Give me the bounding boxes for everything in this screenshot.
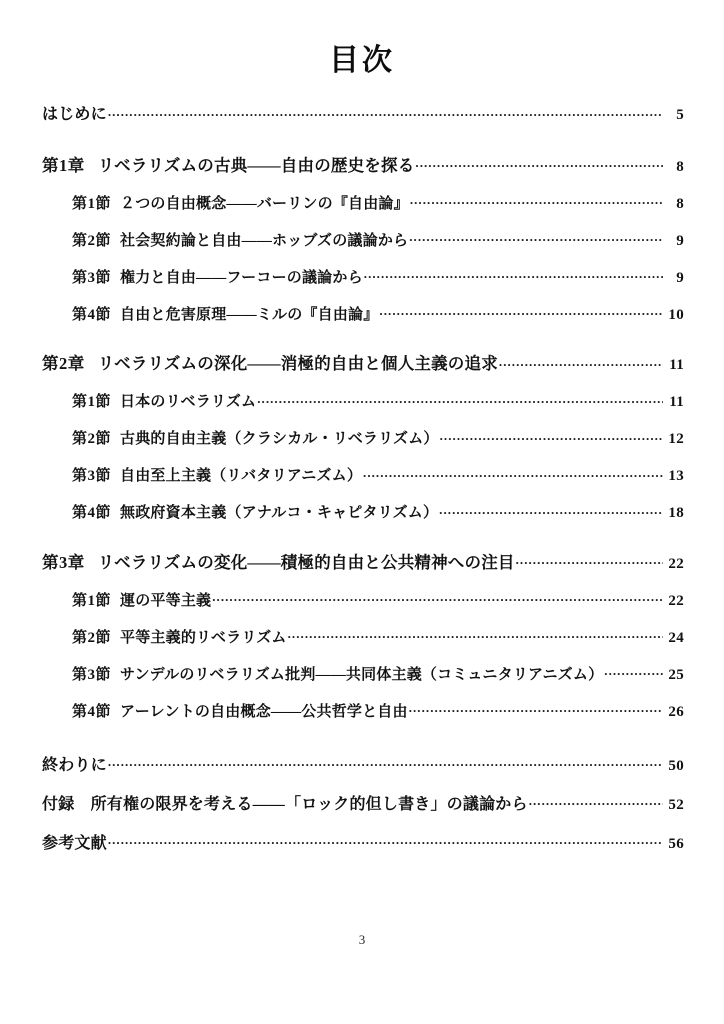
dot-leader [364, 267, 663, 282]
dot-leader [439, 502, 663, 517]
section-number: 第3節 [72, 468, 112, 484]
toc-entry-label: 付録 所有権の限界を考える——「ロック的但し書き」の議論から [42, 795, 528, 813]
toc-entry-page-number: 56 [668, 835, 684, 852]
toc-entry-section-1-4[interactable] [72, 304, 684, 323]
page-title: 目次 [329, 44, 395, 77]
section-number: 第1節 [72, 195, 112, 212]
toc-entry-chapter-2[interactable] [42, 353, 684, 374]
toc-entry-page-number: 50 [668, 757, 684, 774]
section-number: 第4節 [72, 306, 112, 323]
toc-entry-section-3-2[interactable] [72, 627, 684, 646]
toc-entry-label [72, 234, 408, 249]
toc-entry-page-number: 52 [668, 796, 684, 813]
section-title: 社会契約論と自由——ホッブズの議論から [120, 232, 409, 249]
dot-leader [108, 832, 663, 848]
section-number: 第2節 [72, 232, 112, 249]
toc-entry-section-3-3[interactable] [72, 664, 684, 683]
toc-entry-back-2[interactable] [42, 832, 684, 852]
toc-entry-section-1-1[interactable] [72, 193, 684, 212]
toc-entry-page-number: 8 [676, 195, 684, 212]
dot-leader [529, 793, 663, 809]
back-matter-group [42, 754, 684, 852]
dot-leader [516, 551, 663, 568]
dot-leader [415, 154, 663, 171]
toc-entry-section-2-2[interactable] [72, 428, 684, 447]
toc-entry-page-number: 9 [676, 232, 684, 249]
spacer [42, 123, 684, 154]
section-number: 第1節 [72, 592, 112, 609]
chapter-number: 第3章 [42, 552, 85, 572]
section-title: 自由至上主義（リバタリアニズム） [120, 468, 363, 484]
section-title: サンデルのリベラリズム批判——共同体主義（コミュニタリアニズム） [120, 666, 604, 683]
section-title: ２つの自由概念——バーリンの『自由論』 [120, 195, 409, 212]
toc-entry-chapter-1[interactable] [42, 154, 684, 175]
toc-entry-section-3-4[interactable] [72, 701, 684, 720]
section-title: 平等主義的リベラリズム [120, 629, 287, 646]
dot-leader [410, 193, 663, 208]
toc-entry-section-2-3[interactable] [72, 465, 684, 484]
toc-entry-page-number: 8 [676, 158, 684, 175]
toc-entry-front-0[interactable] [42, 103, 684, 123]
chapter-title: リベラリズムの変化——積極的自由と公共精神への注目 [97, 552, 515, 572]
toc-entry-label [72, 469, 362, 484]
section-title: 無政府資本主義（アナルコ・キャピタリズム） [120, 505, 439, 521]
section-number: 第1節 [72, 394, 112, 410]
dot-leader [409, 230, 663, 245]
toc-entry-label [72, 506, 438, 521]
section-title: アーレントの自由概念——公共哲学と自由 [120, 703, 408, 720]
dot-leader [499, 353, 663, 370]
toc-entry-page-number: 5 [676, 107, 684, 123]
toc-entry-back-1[interactable] [42, 793, 684, 813]
spacer [42, 521, 684, 551]
toc-entry-label [72, 631, 287, 646]
toc-entry-label [72, 308, 378, 323]
toc-entry-label: 参考文献 [42, 834, 107, 852]
section-number: 第2節 [72, 629, 112, 646]
toc-entry-label [42, 155, 415, 175]
dot-leader [363, 465, 663, 480]
toc-entry-label [42, 552, 515, 572]
toc-entry-list [0, 103, 724, 852]
dot-leader [212, 590, 663, 605]
dot-leader [604, 664, 663, 679]
toc-entry-section-1-2[interactable] [72, 230, 684, 249]
toc-entry-label [72, 594, 211, 609]
dot-leader [379, 304, 663, 319]
chapter-number: 第2章 [42, 354, 85, 373]
toc-entry-label [72, 271, 363, 286]
toc-entry-page-number: 22 [668, 592, 684, 609]
toc-entry-label [72, 705, 408, 720]
toc-entry-label [72, 432, 439, 447]
toc-entry-section-3-1[interactable] [72, 590, 684, 609]
spacer [42, 720, 684, 754]
toc-entry-label: 終わりに [42, 756, 107, 774]
section-title: 古典的自由主義（クラシカル・リベラリズム） [120, 431, 439, 447]
toc-entry-page-number: 25 [668, 666, 684, 683]
toc-entry-page-number: 18 [668, 505, 684, 521]
dot-leader [257, 391, 663, 406]
dot-leader [108, 754, 663, 770]
chapter-group-1 [42, 154, 684, 323]
toc-entry-page-number: 11 [669, 394, 684, 410]
dot-leader [108, 103, 663, 119]
toc-entry-page-number: 11 [669, 357, 684, 373]
dot-leader [440, 428, 663, 443]
section-number: 第2節 [72, 431, 112, 447]
toc-entry-page-number: 13 [668, 468, 684, 484]
section-title: 自由と危害原理——ミルの『自由論』 [120, 306, 379, 323]
spacer [42, 323, 684, 353]
toc-entry-back-0[interactable] [42, 754, 684, 774]
toc-entry-chapter-3[interactable] [42, 551, 684, 572]
section-number: 第3節 [72, 666, 112, 683]
folio-page-number: 3 [358, 932, 366, 947]
front-matter-group [42, 103, 684, 123]
toc-entry-page-number: 9 [676, 269, 684, 286]
toc-entry-page-number: 24 [668, 629, 684, 646]
section-number: 第3節 [72, 269, 112, 286]
toc-entry-section-2-4[interactable] [72, 502, 684, 521]
chapter-number: 第1章 [42, 155, 85, 175]
toc-entry-label: はじめに [42, 106, 107, 123]
chapter-group-2 [42, 353, 684, 522]
toc-entry-page-number: 12 [668, 431, 684, 447]
toc-entry-section-2-1[interactable] [72, 391, 684, 410]
toc-entry-label [42, 356, 498, 373]
chapter-title: リベラリズムの深化——消極的自由と個人主義の追求 [97, 354, 498, 373]
toc-entry-label [72, 668, 603, 683]
chapter-group-3 [42, 551, 684, 720]
toc-entry-page-number: 26 [668, 703, 684, 720]
toc-entry-page-number: 22 [668, 555, 684, 572]
section-number: 第4節 [72, 505, 112, 521]
chapter-title: リベラリズムの古典——自由の歴史を探る [97, 155, 415, 175]
section-title: 日本のリベラリズム [120, 394, 257, 410]
section-title: 権力と自由——フーコーの議論から [120, 269, 363, 286]
toc-entry-page-number: 10 [668, 306, 684, 323]
section-number: 第4節 [72, 703, 112, 720]
dot-leader [409, 701, 663, 716]
toc-entry-label [72, 197, 409, 212]
section-title: 運の平等主義 [120, 592, 212, 609]
dot-leader [288, 627, 663, 642]
toc-entry-section-1-3[interactable] [72, 267, 684, 286]
toc-entry-label [72, 395, 256, 410]
